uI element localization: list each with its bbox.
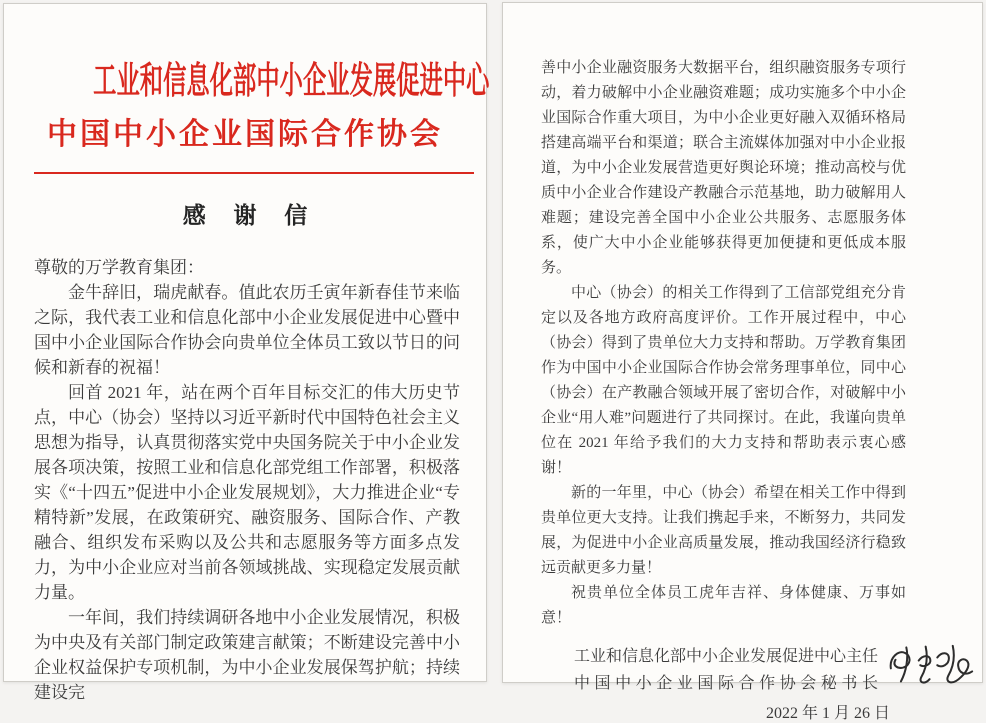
letter-page-2 — [502, 2, 983, 722]
salutation: 尊敬的万学教育集团： — [34, 257, 204, 277]
signer-title-line2: 中国中小企业国际合作协会秘书长 — [573, 675, 878, 692]
letterhead — [4, 4, 490, 151]
body-paragraph: 善中小企业融资服务大数据平台，组织融资服务专项行动，着力破解中小企业融资难题；成功实施多个中小企业国际合作重大项目，为中小企业更好融入双循环格局搭建高端平台和渠道；联合主流媒体加强对中小企业报道，为中小企业发展营造更好舆论环境；推动高校与优质中小企业合作建设产教融合示范基地，助力破解用人难题；建设完善全国中小企业公共服务、志愿服务体系，使广大中小企业能够获得更加便捷和更低成本服务。 — [541, 60, 906, 276]
signer-title-line1: 工业和信息化部中小企业发展促进中心主任 — [573, 648, 878, 665]
letter-title: 感 谢 信 — [182, 202, 319, 228]
signer-titles — [574, 643, 878, 697]
body-paragraph: 中心（协会）的相关工作得到了工信部党组充分肯定以及各地方政府高度评价。工作开展过程中，中心（协会）得到了贵单位大力支持和帮助。万学教育集团作为中国中小企业国际合作协会常务理事单位，同中心（协会）在产教融合领域开展了密切合作，对破解中小企业“用人难”问题进行了共同探讨。在此，我谨向贵单位在 2021 年给予我们的大力支持和帮助表示衷心感谢！ — [541, 285, 906, 476]
handwritten-signature — [880, 636, 976, 696]
letterhead-org-line2: 中国中小企业国际合作协会 — [47, 117, 443, 151]
letter-page-1 — [3, 3, 490, 702]
letterhead-org-line1: 工业和信息化部中小企业发展促进中心 — [93, 61, 490, 102]
letterhead-divider — [34, 172, 474, 174]
body-paragraph: 祝贵单位全体员工虎年吉祥、身体健康、万事如意！ — [541, 585, 906, 626]
body-paragraph: 新的一年里，中心（协会）希望在相关工作中得到贵单位更大支持。让我们携起手来，不断努力，共同发展，为促进中小企业高质量发展，推动我国经济行稳致远贡献更多力量！ — [541, 485, 906, 576]
letter-body-page-2 — [503, 3, 982, 631]
date-line: 2022 年 1 月 26 日 — [765, 705, 890, 722]
closing-block — [503, 643, 982, 697]
body-paragraph: 一年间，我们持续调研各地中小企业发展情况，积极为中央及有关部门制定政策建言献策；不断建设完善中小企业权益保护专项机制，为中小企业发展保驾护航；持续建设完 — [34, 607, 460, 702]
letter-body-page-1 — [4, 255, 486, 705]
body-paragraph: 回首 2021 年，站在两个百年目标交汇的伟大历史节点，中心（协会）坚持以习近平新时代中国特色社会主义思想为指导，认真贯彻落实党中央国务院关于中小企业发展各项决策，按照工业和信息化部党组工作部署，积极落实《“十四五”促进中小企业发展规划》，大力推进企业“专精特新”发展，在政策研究、融资服务、国际合作、产教融合、组织发布采购以及公共和志愿服务等方面多点发力，为中小企业应对当前各领域挑战、实现稳定发展贡献力量。 — [34, 382, 460, 602]
body-paragraph: 金牛辞旧，瑞虎献春。值此农历壬寅年新春佳节来临之际，我代表工业和信息化部中小企业发展促进中心暨中国中小企业国际合作协会向贵单位全体员工致以节日的问候和新春的祝福！ — [34, 282, 460, 377]
left-page-paragraphs — [34, 280, 460, 705]
